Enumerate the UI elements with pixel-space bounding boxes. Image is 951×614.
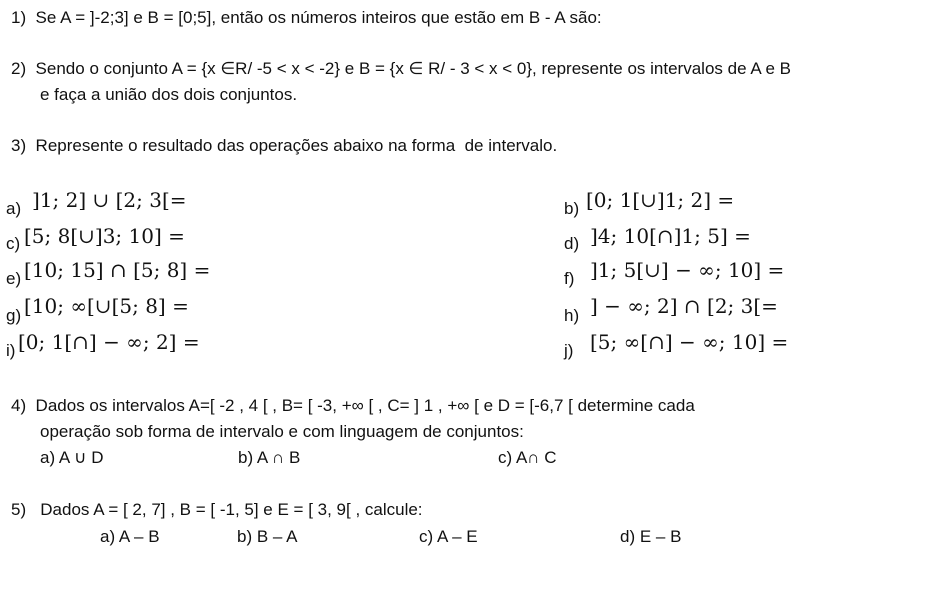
item-label-j: j) (564, 341, 574, 360)
item-label-f: f) (564, 269, 575, 288)
question-5-part-c: c) A – E (419, 527, 478, 546)
item-label-e: e) (6, 269, 22, 288)
item-expr-j: [5; ∞[∩] − ∞; 10] = (590, 330, 789, 354)
item-expr-c: [5; 8[∪]3; 10] = (24, 224, 185, 248)
item-label-c: c) (6, 234, 21, 253)
item-expr-d: ]4; 10[∩]1; 5] = (590, 224, 751, 248)
question-5-part-b: b) B – A (237, 527, 298, 546)
item-label-d: d) (564, 234, 580, 253)
item-expr-e: [10; 15] ∩ [5; 8] = (24, 258, 211, 282)
item-expr-b: [0; 1[∪]1; 2] = (586, 188, 735, 212)
question-4-part-c: c) A∩ C (498, 448, 557, 467)
item-label-g: g) (6, 306, 22, 325)
item-label-a: a) (6, 199, 22, 218)
item-expr-h: ] − ∞; 2] ∩ [2; 3[= (590, 294, 778, 318)
question-1: 1) Se A = ]-2;3] e B = [0;5], então os números inteiros que estão em B - A são: (11, 8, 602, 27)
question-5-part-a: a) A – B (100, 527, 160, 546)
question-5-part-d: d) E – B (620, 527, 682, 546)
item-expr-g: [10; ∞[∪[5; 8] = (24, 294, 189, 318)
question-2-line-1: 2) Sendo o conjunto A = {x ∈R/ -5 < x < -2} e B = {x ∈ R/ - 3 < x < 0}, represente os intervalos de A e B (11, 59, 791, 78)
question-4-part-b: b) A ∩ B (238, 448, 301, 467)
item-expr-i: [0; 1[∩] − ∞; 2] = (18, 330, 200, 354)
question-5: 5) Dados A = [ 2, 7] , B = [ -1, 5] e E = [ 3, 9[ , calcule: (11, 500, 423, 519)
item-label-i: i) (6, 341, 16, 360)
item-label-h: h) (564, 306, 580, 325)
question-3: 3) Represente o resultado das operações abaixo na forma de intervalo. (11, 136, 558, 155)
question-2-line-2: e faça a união dos dois conjuntos. (40, 85, 298, 104)
question-4-line-2: operação sob forma de intervalo e com linguagem de conjuntos: (40, 422, 524, 441)
item-label-b: b) (564, 199, 580, 218)
question-4-line-1: 4) Dados os intervalos A=[ -2 , 4 [ , B= [ -3, +∞ [ , C= ] 1 , +∞ [ e D = [-6,7 [ determine cada (11, 396, 695, 415)
item-expr-f: ]1; 5[∪] − ∞; 10] = (590, 258, 785, 282)
item-expr-a: ]1; 2] ∪ [2; 3[= (32, 188, 187, 212)
question-4-part-a: a) A ∪ D (40, 448, 104, 467)
